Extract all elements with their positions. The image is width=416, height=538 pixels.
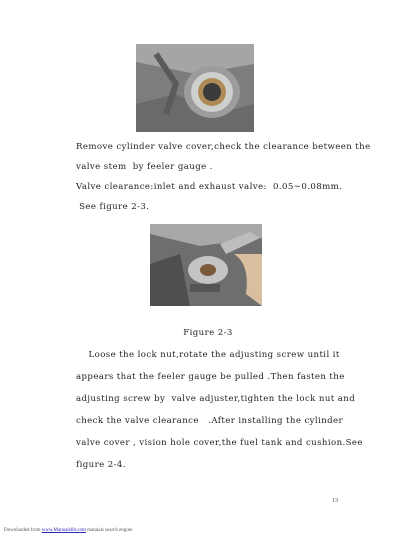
paragraph-line: appears that the feeler gauge be pulled .Then fasten the [76, 372, 345, 382]
valve-cover-photo [136, 44, 254, 132]
footer-prefix: Downloaded from [4, 528, 42, 533]
footer-suffix: manuals search engine [85, 528, 133, 533]
figure-caption: Figure 2-3 [183, 328, 233, 338]
paragraph-line: Valve clearance:inlet and exhaust valve: 0.05∼0.08mm. [76, 182, 343, 192]
paragraph-line: Loose the lock nut,rotate the adjusting screw until it [76, 350, 340, 360]
feeler-gauge-photo [150, 224, 262, 306]
manualslib-link[interactable]: www.Manualslib.com [41, 528, 86, 533]
paragraph-line: check the valve clearance .After installing the cylinder [76, 416, 344, 426]
paragraph-line: adjusting screw by valve adjuster,tighten the lock nut and [76, 394, 356, 404]
paragraph-line: valve cover , vision hole cover,the fuel tank and cushion.See [76, 438, 363, 448]
paragraph-line: See figure 2-3. [76, 202, 150, 212]
paragraph-line: figure 2-4. [76, 460, 126, 470]
paragraph-line: valve stem by feeler gauge . [76, 162, 213, 172]
download-footer [4, 528, 132, 533]
paragraph-line: Remove cylinder valve cover,check the clearance between the [76, 142, 371, 152]
page-number: 13 [332, 498, 338, 504]
